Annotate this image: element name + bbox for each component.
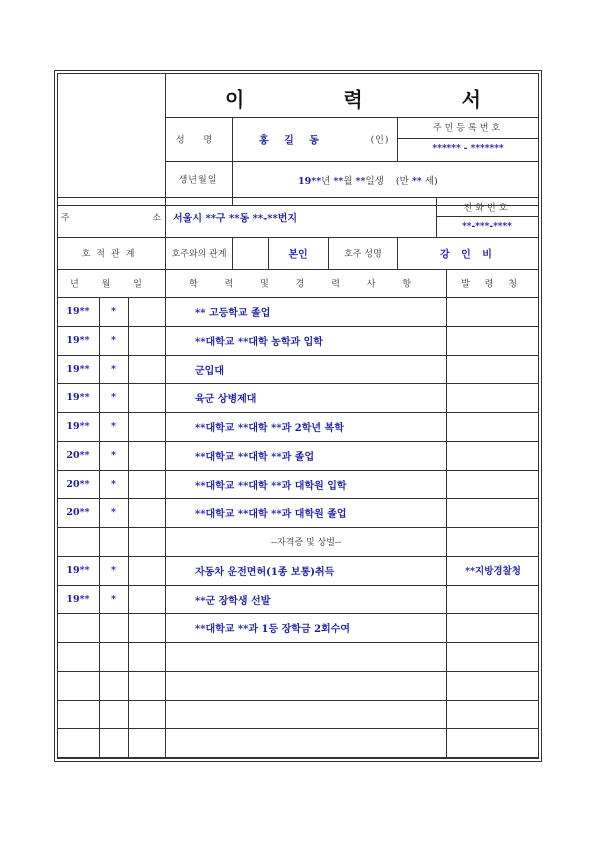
row-text: 육군 상병제대 <box>195 394 257 406</box>
table-row <box>57 728 539 757</box>
row-month: * <box>111 306 116 317</box>
column-date-header: 년 월 일 <box>70 279 152 290</box>
grid-line <box>232 237 233 269</box>
row-month: * <box>111 392 116 404</box>
row-authority <box>447 585 539 614</box>
row-authority <box>447 700 539 729</box>
head-name-label: 호주 성명 <box>344 249 382 260</box>
row-month: * <box>111 564 116 576</box>
row-authority <box>447 412 539 441</box>
row-year <box>57 671 99 700</box>
phone-label: 전화번호 <box>463 203 511 214</box>
relation-label: 호주와의 관계 <box>171 249 227 260</box>
row-year <box>57 613 99 642</box>
rrn-value: ****** - ******* <box>432 144 504 154</box>
grid-line <box>57 269 539 270</box>
row-month: * <box>111 593 116 605</box>
table-row <box>57 470 539 499</box>
table-row <box>57 383 539 412</box>
row-year <box>57 642 99 671</box>
age-value: ** <box>411 176 422 187</box>
seal-label: (인) <box>370 135 390 146</box>
row-month <box>99 613 128 642</box>
row-text: **대학교 **대학 **과 2학년 복학 <box>195 423 344 434</box>
row-authority <box>447 355 539 384</box>
grid-line <box>436 197 437 237</box>
row-authority <box>447 441 539 470</box>
row-year: 20** <box>66 478 90 490</box>
row-text: **군 장학생 선발 <box>195 595 271 607</box>
row-year: 19** <box>66 363 90 375</box>
table-row <box>57 326 539 355</box>
row-year: 19** <box>66 306 90 317</box>
column-authority-header: 발 령 청 <box>461 279 523 290</box>
row-authority <box>447 728 539 757</box>
age-open: (만 <box>395 176 409 187</box>
row-year: 19** <box>66 392 90 404</box>
row-year: 19** <box>66 564 90 576</box>
table-row <box>57 642 539 671</box>
row-year <box>57 728 99 757</box>
row-authority <box>447 671 539 700</box>
row-month <box>99 728 128 757</box>
table-row <box>57 700 539 729</box>
rrn-label: 주민등록번호 <box>432 123 504 134</box>
table-row <box>57 585 539 614</box>
birth-value <box>298 173 438 187</box>
family-label: 호적관계 <box>81 249 141 260</box>
grid-line <box>328 237 329 269</box>
row-month: * <box>111 334 116 346</box>
table-row <box>57 441 539 470</box>
name-label: 성 명 <box>175 135 221 146</box>
qualifications-section-label: --자격증 및 상벌-- <box>270 537 342 548</box>
head-name-value: 강 인 비 <box>440 249 496 261</box>
birth-month: ** <box>333 176 344 187</box>
row-month: * <box>111 507 116 519</box>
table-row <box>57 556 539 585</box>
grid-line <box>57 237 539 238</box>
age-close: 세) <box>424 176 438 187</box>
birth-month-unit: 월 <box>343 176 353 187</box>
grid-line <box>57 197 539 198</box>
grid-line <box>165 117 539 118</box>
row-month <box>99 671 128 700</box>
phone-value: **-***-**** <box>462 222 512 232</box>
row-authority <box>447 383 539 412</box>
grid-line <box>232 117 233 205</box>
grid-line <box>436 216 539 217</box>
row-divider <box>57 757 539 758</box>
row-authority <box>447 326 539 355</box>
birth-day-unit: 일생 <box>365 176 384 187</box>
birth-year-unit: 년 <box>321 176 331 187</box>
row-month <box>99 642 128 671</box>
grid-line <box>165 161 539 162</box>
row-authority <box>447 642 539 671</box>
row-year: 19** <box>66 593 90 605</box>
row-month <box>99 700 128 729</box>
table-row <box>57 613 539 642</box>
row-month: * <box>111 478 116 490</box>
table-row <box>57 412 539 441</box>
row-year: 20** <box>66 507 90 519</box>
column-history-header: 학 력 및 경 력 사 항 <box>188 279 424 290</box>
row-year: 20** <box>66 449 90 461</box>
row-authority <box>447 613 539 642</box>
row-text: **대학교 **대학 농학과 입학 <box>195 336 323 348</box>
row-month: * <box>111 449 116 461</box>
row-year: 19** <box>66 421 90 432</box>
birth-day: ** <box>355 176 366 187</box>
grid-line <box>397 117 398 161</box>
row-month: * <box>111 363 116 375</box>
row-authority <box>447 297 539 326</box>
address-label: 주 소 <box>60 213 202 224</box>
row-text: **대학교 **대학 **과 대학원 입학 <box>195 480 347 492</box>
grid-line <box>397 237 398 269</box>
birth-label: 생년월일 <box>178 175 218 186</box>
table-row <box>57 498 539 527</box>
grid-line <box>268 237 269 269</box>
document-title: 이 력 서 <box>225 87 527 112</box>
row-authority <box>447 498 539 527</box>
table-row <box>57 671 539 700</box>
row-year <box>57 700 99 729</box>
row-text: 자동차 운전면허(1종 보통)취득 <box>195 566 335 578</box>
row-text: **대학교 **대학 **과 졸업 <box>195 451 315 463</box>
relation-value: 본인 <box>288 249 308 261</box>
row-text: ** 고등학교 졸업 <box>195 308 271 319</box>
row-text: **대학교 **과 1등 장학금 2회수여 <box>195 624 351 636</box>
table-row <box>57 355 539 384</box>
table-row <box>57 297 539 326</box>
row-text: 군입대 <box>195 365 224 377</box>
address-value: 서울시 **구 **동 **-**번지 <box>173 213 298 225</box>
row-authority: **지방경찰청 <box>465 566 521 578</box>
row-month: * <box>111 421 116 432</box>
row-text: **대학교 **대학 **과 대학원 졸업 <box>195 509 347 521</box>
name-value: 홍 길 동 <box>259 135 325 147</box>
grid-line <box>397 138 539 139</box>
row-year: 19** <box>66 334 90 346</box>
birth-year: 19** <box>298 176 322 187</box>
row-authority <box>447 470 539 499</box>
